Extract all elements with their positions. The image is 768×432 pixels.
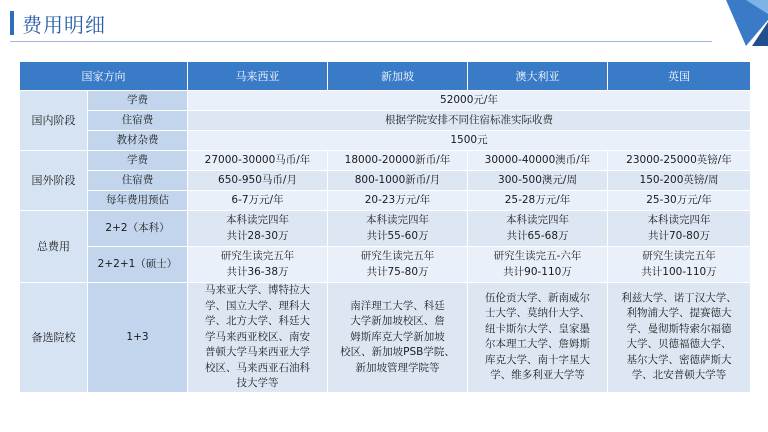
abroad-tuition-singapore: 18000-20000新币/年 [328,151,468,171]
total-master-australia: 研究生读完五-六年 共计90-110万 [468,247,608,283]
table-row [20,171,751,191]
abroad-annual-australia: 25-28万元/年 [468,191,608,211]
table-row [20,247,751,283]
abroad-annual-label: 每年费用预估 [88,191,188,211]
schools-australia: 伍伦贡大学、新南威尔 士大学、莫纳什大学、 纽卡斯尔大学、皇家墨 尔本理工大学、詹姆斯 库克大学、南十字星大 学、维多利亚大学等 [468,283,608,393]
total-master-label: 2+2+1（硕士） [88,247,188,283]
abroad-tuition-malaysia: 27000-30000马币/年 [188,151,328,171]
header-direction: 国家方向 [20,62,188,91]
table-row [20,131,751,151]
table-row [20,151,751,171]
abroad-housing-label: 住宿费 [88,171,188,191]
header-australia: 澳大利亚 [468,62,608,91]
abroad-tuition-australia: 30000-40000澳币/年 [468,151,608,171]
total-bachelor-singapore: 本科读完四年 共计55-60万 [328,211,468,247]
domestic-materials-label: 教材杂费 [88,131,188,151]
page-title: 费用明细 [22,12,106,37]
schools-mode: 1+3 [88,283,188,393]
title-bar [10,8,106,38]
total-bachelor-uk: 本科读完四年 共计70-80万 [608,211,751,247]
corner-decoration-icon [716,0,768,46]
domestic-tuition-label: 学费 [88,91,188,111]
table-row [20,191,751,211]
total-cost-label: 总费用 [20,211,88,283]
abroad-housing-singapore: 800-1000新币/月 [328,171,468,191]
abroad-housing-australia: 300-500澳元/周 [468,171,608,191]
table-row [20,283,751,393]
table-header-row [20,62,751,91]
table-row [20,211,751,247]
schools-label: 备选院校 [20,283,88,393]
total-bachelor-malaysia: 本科读完四年 共计28-30万 [188,211,328,247]
schools-malaysia: 马来亚大学、博特拉大 学、国立大学、理科大 学、北方大学、科廷大 学马来西亚校区、南安 普顿大学马来西亚大学 校区、马来西亚石油科 技大学等 [188,283,328,393]
table-row [20,111,751,131]
header-uk: 英国 [608,62,751,91]
total-bachelor-australia: 本科读完四年 共计65-68万 [468,211,608,247]
domestic-housing-value: 根据学院安排不同住宿标准实际收费 [188,111,751,131]
abroad-annual-uk: 25-30万元/年 [608,191,751,211]
cost-table [19,61,751,393]
title-accent-bar [10,11,14,35]
abroad-tuition-label: 学费 [88,151,188,171]
abroad-annual-singapore: 20-23万元/年 [328,191,468,211]
abroad-housing-uk: 150-200英镑/周 [608,171,751,191]
total-master-malaysia: 研究生读完五年 共计36-38万 [188,247,328,283]
header-singapore: 新加坡 [328,62,468,91]
schools-singapore: 南洋理工大学、科廷 大学新加坡校区、詹 姆斯库克大学新加坡 校区、新加坡PSB学院、 新加坡管理学院等 [328,283,468,393]
abroad-tuition-uk: 23000-25000英镑/年 [608,151,751,171]
domestic-tuition-value: 52000元/年 [188,91,751,111]
title-divider [10,41,712,42]
header-malaysia: 马来西亚 [188,62,328,91]
domestic-stage-label: 国内阶段 [20,91,88,151]
table-row [20,91,751,111]
domestic-materials-value: 1500元 [188,131,751,151]
schools-uk: 利兹大学、诺丁汉大学、 利物浦大学、提赛德大 学、曼彻斯特索尔福德 大学、贝德福德大学、 基尔大学、密德萨斯大 学、北安普顿大学等 [608,283,751,393]
domestic-housing-label: 住宿费 [88,111,188,131]
total-master-uk: 研究生读完五年 共计100-110万 [608,247,751,283]
total-bachelor-label: 2+2（本科） [88,211,188,247]
abroad-stage-label: 国外阶段 [20,151,88,211]
abroad-annual-malaysia: 6-7万元/年 [188,191,328,211]
total-master-singapore: 研究生读完五年 共计75-80万 [328,247,468,283]
abroad-housing-malaysia: 650-950马币/月 [188,171,328,191]
